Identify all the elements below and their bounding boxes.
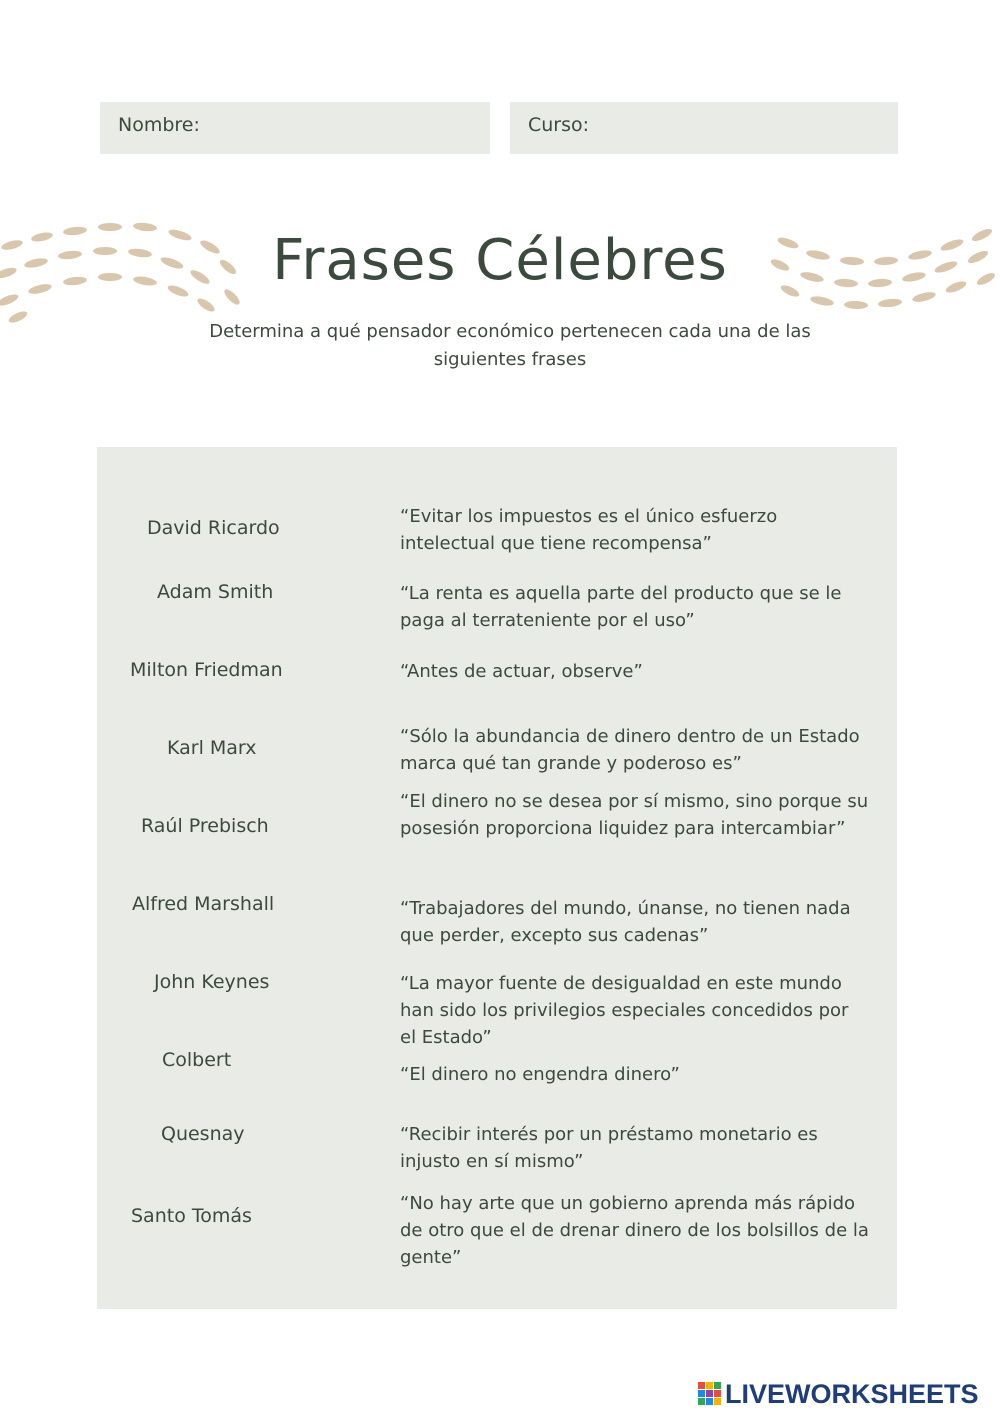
nombre-field[interactable] xyxy=(100,102,490,154)
thinker-label[interactable]: David Ricardo xyxy=(147,517,280,539)
thinker-label[interactable]: Karl Marx xyxy=(167,737,257,759)
quote-text[interactable]: “La mayor fuente de desigualdad en este mundo han sido los privilegios especiales concedidos por el Estado” xyxy=(400,973,849,1048)
curso-label: Curso: xyxy=(528,114,590,136)
quote-text[interactable]: “El dinero no engendra dinero” xyxy=(400,1064,680,1085)
quote-text[interactable]: “Recibir interés por un préstamo monetario es injusto en sí mismo” xyxy=(400,1124,818,1172)
nombre-label: Nombre: xyxy=(118,114,200,136)
brand-footer[interactable] xyxy=(698,1378,979,1410)
matching-panel xyxy=(97,447,897,1309)
thinker-label[interactable]: John Keynes xyxy=(154,971,270,993)
thinker-label[interactable]: Alfred Marshall xyxy=(132,893,275,915)
quote-text[interactable]: “Evitar los impuestos es el único esfuerzo intelectual que tiene recompensa” xyxy=(400,506,778,554)
thinker-label[interactable]: Quesnay xyxy=(161,1123,245,1145)
thinker-label[interactable]: Adam Smith xyxy=(157,581,274,603)
quote-text[interactable]: “El dinero no se desea por sí mismo, sino porque su posesión proporciona liquidez para intercambiar” xyxy=(400,791,869,839)
brand-text: LIVEWORKSHEETS xyxy=(725,1378,979,1409)
thinker-label[interactable]: Santo Tomás xyxy=(131,1205,252,1227)
thinker-label[interactable]: Milton Friedman xyxy=(130,659,283,681)
thinker-label[interactable]: Raúl Prebisch xyxy=(141,815,269,837)
liveworksheets-logo-icon xyxy=(698,1382,722,1406)
quote-text[interactable]: “Sólo la abundancia de dinero dentro de un Estado marca qué tan grande y poderoso es” xyxy=(400,726,860,774)
page-title: Frases Célebres xyxy=(272,228,728,293)
quote-text[interactable]: “La renta es aquella parte del producto que se le paga al terrateniente por el uso” xyxy=(400,583,842,631)
curso-field[interactable] xyxy=(510,102,898,154)
thinker-label[interactable]: Colbert xyxy=(162,1049,232,1071)
quote-text[interactable]: “Antes de actuar, observe” xyxy=(400,661,643,682)
instructions-text: Determina a qué pensador económico pertenecen cada una de las siguientes frases xyxy=(209,321,811,370)
quote-text[interactable]: “Trabajadores del mundo, únanse, no tienen nada que perder, excepto sus cadenas” xyxy=(400,898,851,946)
quote-text[interactable]: “No hay arte que un gobierno aprenda más rápido de otro que el de drenar dinero de los bolsillos de la gente” xyxy=(400,1193,869,1268)
